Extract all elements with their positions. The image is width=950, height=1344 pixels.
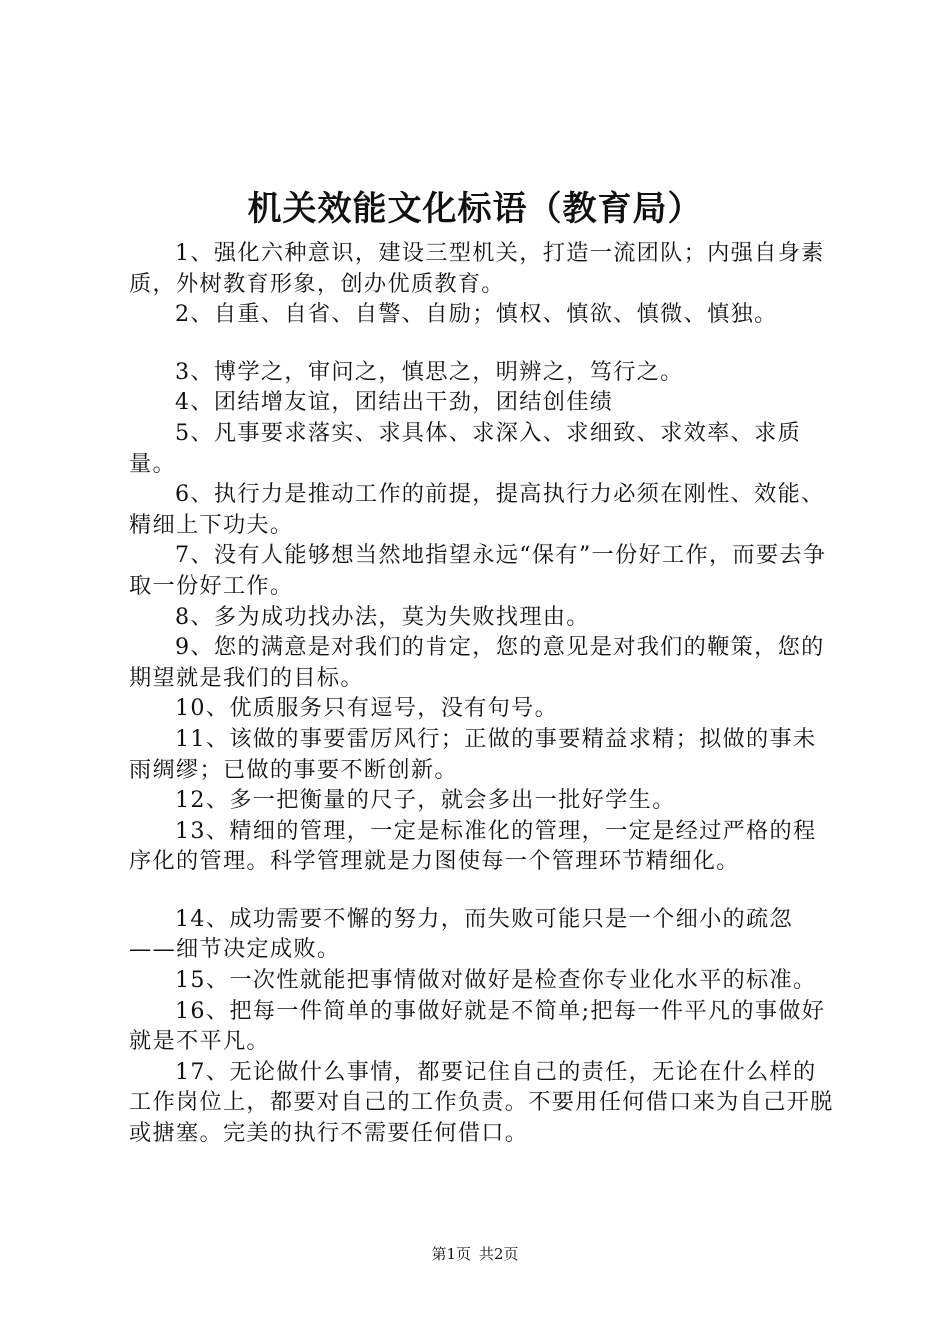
slogan-item-14: 14、成功需要不懈的努力，而失败可能只是一个细小的疏忽——细节决定成败。 bbox=[129, 905, 794, 963]
slogan-item-5: 5、凡事要求落实、求具体、求深入、求细致、求效率、求质量。 bbox=[129, 419, 802, 477]
slogan-item-8: 8、多为成功找办法，莫为失败找理由。 bbox=[175, 603, 590, 630]
slogan-item-12: 12、多一把衡量的尺子，就会多出一批好学生。 bbox=[175, 787, 676, 814]
slogan-item-13: 13、精细的管理，一定是标准化的管理，一定是经过严格的程序化的管理。科学管理就是力图使每一个管理环节精细化。 bbox=[129, 817, 817, 875]
document-title: 机关效能文化标语（教育局） bbox=[247, 189, 703, 229]
slogan-item-6: 6、执行力是推动工作的前提，提高执行力必须在刚性、效能、精细上下功夫。 bbox=[129, 481, 825, 538]
slogan-item-2: 2、自重、自省、自警、自励；慎权、慎欲、慎微、慎独。 bbox=[175, 301, 778, 328]
slogan-item-15: 15、一次性就能把事情做对做好是检查你专业化水平的标准。 bbox=[175, 967, 817, 994]
page-footer bbox=[0, 1244, 950, 1264]
page-number: 第1页 bbox=[431, 1245, 471, 1263]
slogan-item-7: 7、没有人能够想当然地指望永远“保有”一份好工作，而要去争取一份好工作。 bbox=[129, 542, 827, 599]
slogan-list bbox=[129, 238, 835, 1149]
slogan-item-17: 17、无论做什么事情，都要记住自己的责任，无论在什么样的工作岗位上，都要对自己的工作负责。不要用任何借口来为自己开脱或搪塞。完美的执行不需要任何借口。 bbox=[129, 1058, 834, 1147]
slogan-item-10: 10、优质服务只有逗号，没有句号。 bbox=[175, 695, 559, 722]
slogan-item-1: 1、强化六种意识，建设三型机关，打造一流团队；内强自身素质，外树教育形象，创办优质教育。 bbox=[129, 240, 825, 297]
page-total: 共2页 bbox=[479, 1245, 519, 1263]
slogan-item-4: 4、团结增友谊，团结出干劲，团结创佳绩 bbox=[175, 389, 614, 416]
slogan-item-11: 11、该做的事要雷厉风行；正做的事要精益求精；拟做的事未雨绸缪；已做的事要不断创新。 bbox=[129, 725, 817, 783]
slogan-item-16: 16、把每一件简单的事做好就是不简单;把每一件平凡的事做好就是不平凡。 bbox=[129, 997, 826, 1055]
slogan-item-3: 3、博学之，审问之，慎思之，明辨之，笃行之。 bbox=[175, 358, 684, 385]
slogan-item-9: 9、您的满意是对我们的肯定，您的意见是对我们的鞭策，您的期望就是我们的目标。 bbox=[129, 634, 825, 691]
